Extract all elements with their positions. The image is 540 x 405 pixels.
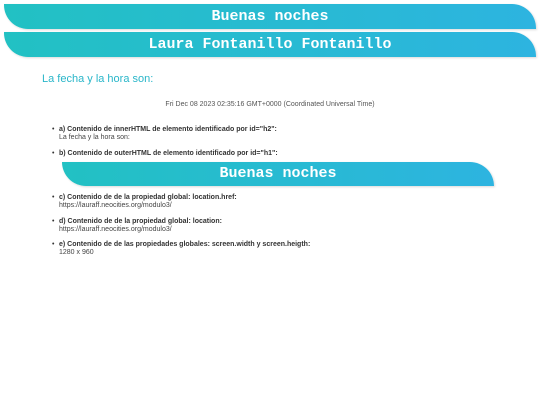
item-value: La fecha y la hora son: [59, 134, 130, 141]
outer-html-banner: Buenas noches [62, 162, 494, 186]
greeting-banner: Buenas noches [4, 4, 536, 29]
bullet: • [52, 126, 55, 133]
name-banner: Laura Fontanillo Fontanillo [4, 32, 536, 57]
item-label: a) Contenido de innerHTML de elemento identificado por id="h2": [59, 126, 277, 133]
bullet: • [52, 194, 55, 201]
item-value: 1280 x 960 [59, 249, 94, 256]
datetime-text: Fri Dec 08 2023 02:35:16 GMT+0000 (Coordinated Universal Time) [165, 101, 375, 108]
item-label: e) Contenido de de las propiedades globales: screen.width y screen.heigth: [59, 241, 311, 248]
item-value: https://lauraff.neocities.org/modulo3/ [59, 226, 172, 233]
bullet: • [52, 218, 55, 225]
subtitle-heading: La fecha y la hora son: [42, 73, 154, 85]
bullet: • [52, 150, 55, 157]
item-label: c) Contenido de de la propiedad global: location.href: [59, 194, 237, 201]
bullet: • [52, 241, 55, 248]
item-label: b) Contenido de outerHTML de elemento identificado por id="h1": [59, 150, 278, 157]
item-label: d) Contenido de de la propiedad global: location: [59, 218, 222, 225]
item-value: https://lauraff.neocities.org/modulo3/ [59, 202, 172, 209]
